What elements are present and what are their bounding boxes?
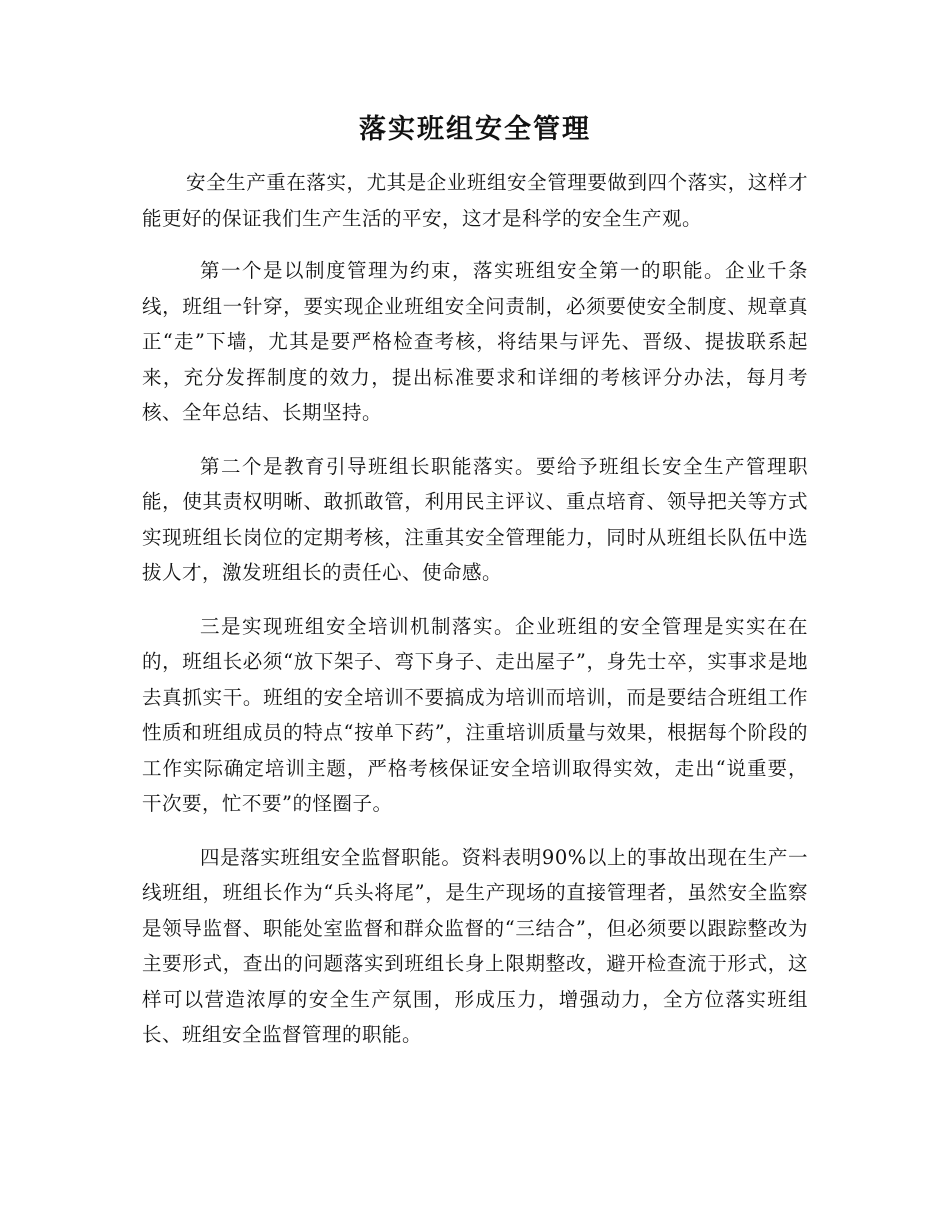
document-body [142, 165, 808, 1071]
paragraph-second-point: 第二个是教育引导班组长职能落实。要给予班组长安全生产管理职能，使其责权明晰、敢抓敢管，利用民主评议、重点培育、领导把关等方式实现班组长岗位的定期考核，注重其安全管理能力，同时从班组长队伍中选拔人才，激发班组长的责任心、使命感。 [142, 454, 808, 584]
paragraph-intro: 安全生产重在落实，尤其是企业班组安全管理要做到四个落实，这样才能更好的保证我们生产生活的平安，这才是科学的安全生产观。 [142, 171, 808, 230]
paragraph-third-point: 三是实现班组安全培训机制落实。企业班组的安全管理是实实在在的，班组长必须“放下架子、弯下身子、走出屋子”，身先士卒，实事求是地去真抓实干。班组的安全培训不要搞成为培训而培训，而是要结合班组工作性质和班组成员的特点“按单下药”，注重培训质量与效果，根据每个阶段的工作实际确定培训主题，严格考核保证安全培训取得实效，走出“说重要，干次要，忙不要”的怪圈子。 [142, 614, 808, 815]
paragraph-first-point: 第一个是以制度管理为约束，落实班组安全第一的职能。企业千条线，班组一针穿，要实现企业班组安全问责制，必须要使安全制度、规章真正“走”下墙，尤其是要严格检查考核，将结果与评先、晋级、提拔联系起来，充分发挥制度的效力，提出标准要求和详细的考核评分办法，每月考核、全年总结、长期坚持。 [142, 259, 808, 424]
document-title: 落实班组安全管理 [359, 114, 591, 145]
paragraph-fourth-point: 四是落实班组安全监督职能。资料表明90%以上的事故出现在生产一线班组，班组长作为“兵头将尾”，是生产现场的直接管理者，虽然安全监察是领导监督、职能处室监督和群众监督的“三结合”，但必须要以跟踪整改为主要形式，查出的问题落实到班组长身上限期整改，避开检查流于形式，这样可以营造浓厚的安全生产氛围，形成压力，增强动力，全方位落实班组长、班组安全监督管理的职能。 [142, 845, 808, 1046]
